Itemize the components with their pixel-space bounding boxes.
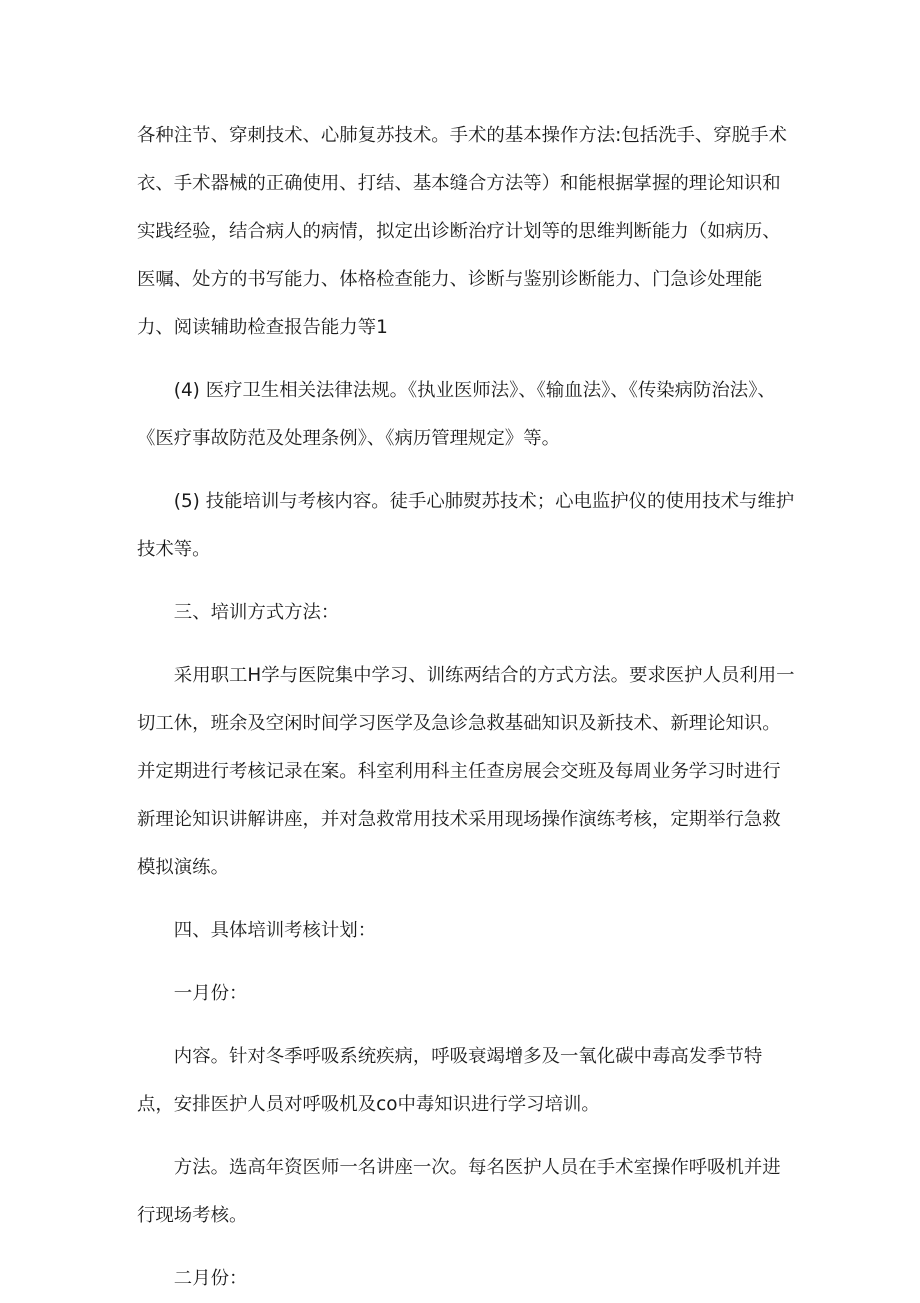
section-heading-4-plan: 四、具体培训考核计划： <box>173 920 377 941</box>
paragraph-item-5-skills: (5) 技能培训与考核内容。徒手心肺熨苏技术；心电监护仪的使用技术与维护技术等。 <box>137 491 795 560</box>
section-heading-3-methods: 三、培训方式方法： <box>173 602 340 623</box>
paragraph-item-4-laws: (4) 医疗卫生相关法律法规。《执业医师法》、《输血法》、《传染病防治法》、《医疗事故防范及处理条例》、《病历管理规定》等。 <box>137 380 776 449</box>
month-heading-january: 一月份： <box>173 983 248 1004</box>
paragraph-methods-body: 采用职工H学与医院集中学习、训练两结合的方式方法。要求医护人员利用一切工休，班余及空闲时间学习医学及急诊急救基础知识及新技术、新理论知识。并定期进行考核记录在案。科室利用科主任查房展会交班及每周业务学习时进行新理论知识讲解讲座，并对急救常用技术采用现场操作演练考核，定期举行急救模拟演练。 <box>137 665 795 878</box>
paragraph-january-content: 内容。针对冬季呼吸系统疾病，呼吸衰竭增多及一氧化碳中毒高发季节特点，安排医护人员对呼吸机及co中毒知识进行学习培训。 <box>137 1046 763 1115</box>
paragraph-january-method: 方法。选高年资医师一名讲座一次。每名医护人员在手术室操作呼吸机并进行现场考核。 <box>137 1157 781 1226</box>
month-heading-february: 二月份： <box>173 1268 248 1289</box>
paragraph-skills-continued: 各种注节、穿刺技术、心肺复苏技术。手术的基本操作方法:包括洗手、穿脱手术衣、手术器械的正确使用、打结、基本缝合方法等）和能根据掌握的理论知识和实践经验，结合病人的病情，拟定出诊断治疗计划等的思维判断能力（如病历、医嘱、处方的书写能力、体格检查能力、诊断与鉴别诊断能力、门急诊处理能力、阅读辅助检查报告能力等1 <box>137 125 787 338</box>
